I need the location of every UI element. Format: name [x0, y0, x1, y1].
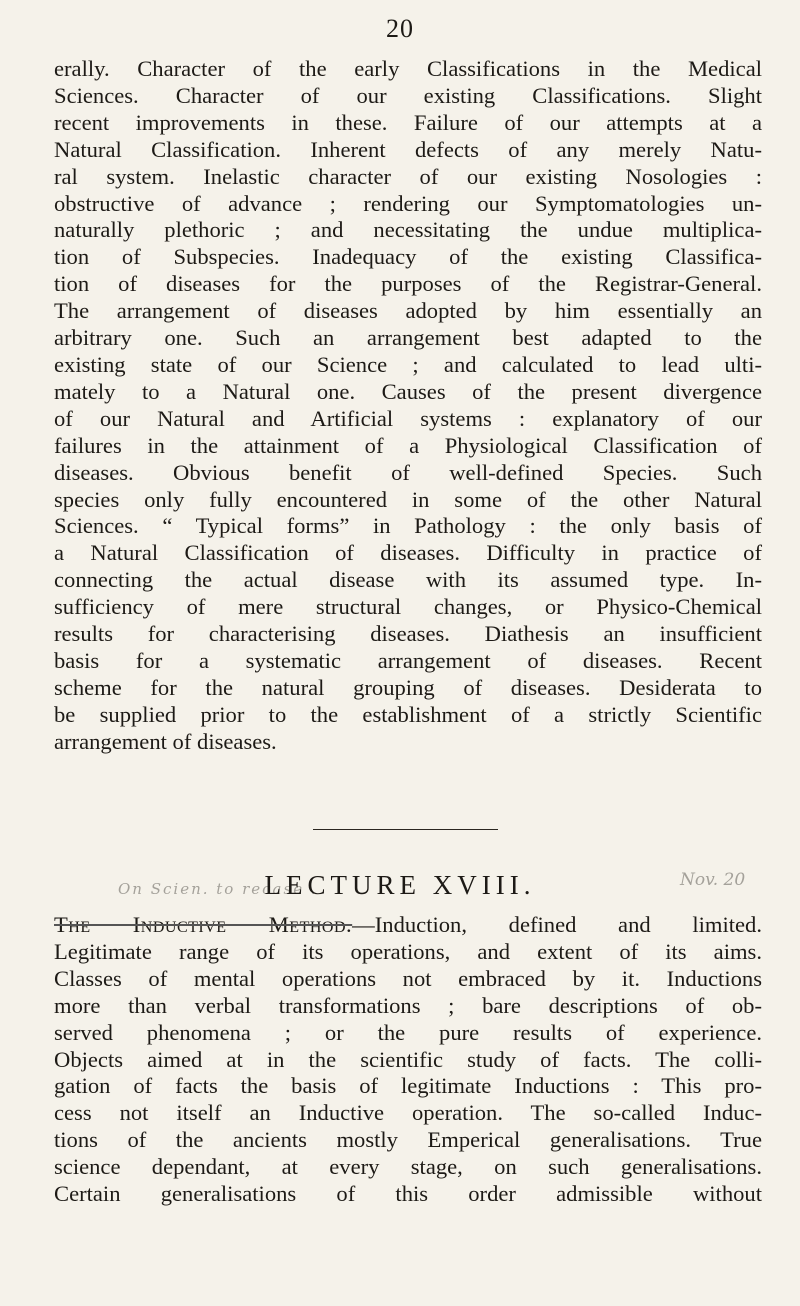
text-line: arrangement of diseases.	[54, 728, 277, 754]
text-line: gation of facts the basis of legitimate Inductions : This pro-	[54, 1073, 762, 1099]
text-line: be supplied prior to the establishment of a strictly Scientific	[54, 701, 762, 727]
text-line: science dependant, at every stage, on such generalisations.	[54, 1154, 762, 1180]
text-line: naturally plethoric ; and necessitating the undue multiplica-	[54, 217, 762, 243]
text-line: species only fully encountered in some of the other Natural	[54, 486, 762, 512]
text-line: ral system. Inelastic character of our existing Nosologies :	[54, 163, 762, 189]
text-line: cess not itself an Inductive operation. The so-called Induc-	[54, 1100, 762, 1126]
text-line: results for characterising diseases. Diathesis an insufficient	[54, 621, 762, 647]
section-title: The Inductive Method.	[54, 912, 353, 937]
text-line: The arrangement of diseases adopted by him essentially an	[54, 298, 762, 324]
text-line: a Natural Classification of diseases. Difficulty in practice of	[54, 540, 762, 566]
text-line: Sciences. Character of our existing Classifications. Slight	[54, 82, 762, 108]
text-line: arbitrary one. Such an arrangement best adapted to the	[54, 325, 762, 351]
text-line: Objects aimed at in the scientific study of facts. The colli-	[54, 1046, 762, 1072]
text-line: of our Natural and Artificial systems : explanatory of our	[54, 405, 762, 431]
text-line: served phenomena ; or the pure results of experience.	[54, 1019, 762, 1045]
text-line: Classes of mental operations not embraced by it. Inductions	[54, 965, 762, 991]
text-line	[54, 912, 762, 939]
text-line: more than verbal transformations ; bare descriptions of ob-	[54, 992, 762, 1018]
text-line: tions of the ancients mostly Emperical generalisations. True	[54, 1127, 762, 1153]
text-line: Sciences. “ Typical forms” in Pathology : the only basis of	[54, 513, 762, 539]
text-line: erally. Character of the early Classifications in the Medical	[54, 56, 762, 81]
text-line: basis for a systematic arrangement of diseases. Recent	[54, 647, 762, 673]
text-line: recent improvements in these. Failure of our attempts at a	[54, 109, 762, 135]
text-line: Certain generalisations of this order admissible without	[54, 1181, 762, 1207]
text-line: scheme for the natural grouping of diseases. Desiderata to	[54, 674, 762, 700]
section-divider	[313, 829, 498, 830]
page-number: 20	[386, 14, 414, 43]
section-title-continuation: —Induction, defined and limited.	[352, 912, 762, 937]
text-line: tion of diseases for the purposes of the Registrar-General.	[54, 271, 762, 297]
lecture-heading: LECTURE XVIII.	[264, 870, 536, 900]
text-line: diseases. Obvious benefit of well-defined Species. Such	[54, 459, 762, 485]
text-line: tion of Subspecies. Inadequacy of the existing Classifica-	[54, 244, 762, 270]
handwritten-note-right: Nov. 20	[680, 870, 746, 890]
text-line: connecting the actual disease with its assumed type. In-	[54, 567, 762, 593]
text-line: failures in the attainment of a Physiological Classification of	[54, 432, 762, 458]
text-line: Natural Classification. Inherent defects of any merely Natu-	[54, 136, 762, 162]
text-line: Legitimate range of its operations, and extent of its aims.	[54, 938, 762, 964]
lecture-summary-paragraph	[54, 912, 762, 1208]
summary-paragraph	[54, 56, 762, 756]
text-line: mately to a Natural one. Causes of the present divergence	[54, 378, 762, 404]
text-line: existing state of our Science ; and calculated to lead ulti-	[54, 351, 762, 377]
text-line: sufficiency of mere structural changes, or Physico-Chemical	[54, 594, 762, 620]
text-line: obstructive of advance ; rendering our Symptomatologies un-	[54, 190, 762, 216]
handwritten-note-left: On Scien. to recase .	[118, 880, 318, 898]
